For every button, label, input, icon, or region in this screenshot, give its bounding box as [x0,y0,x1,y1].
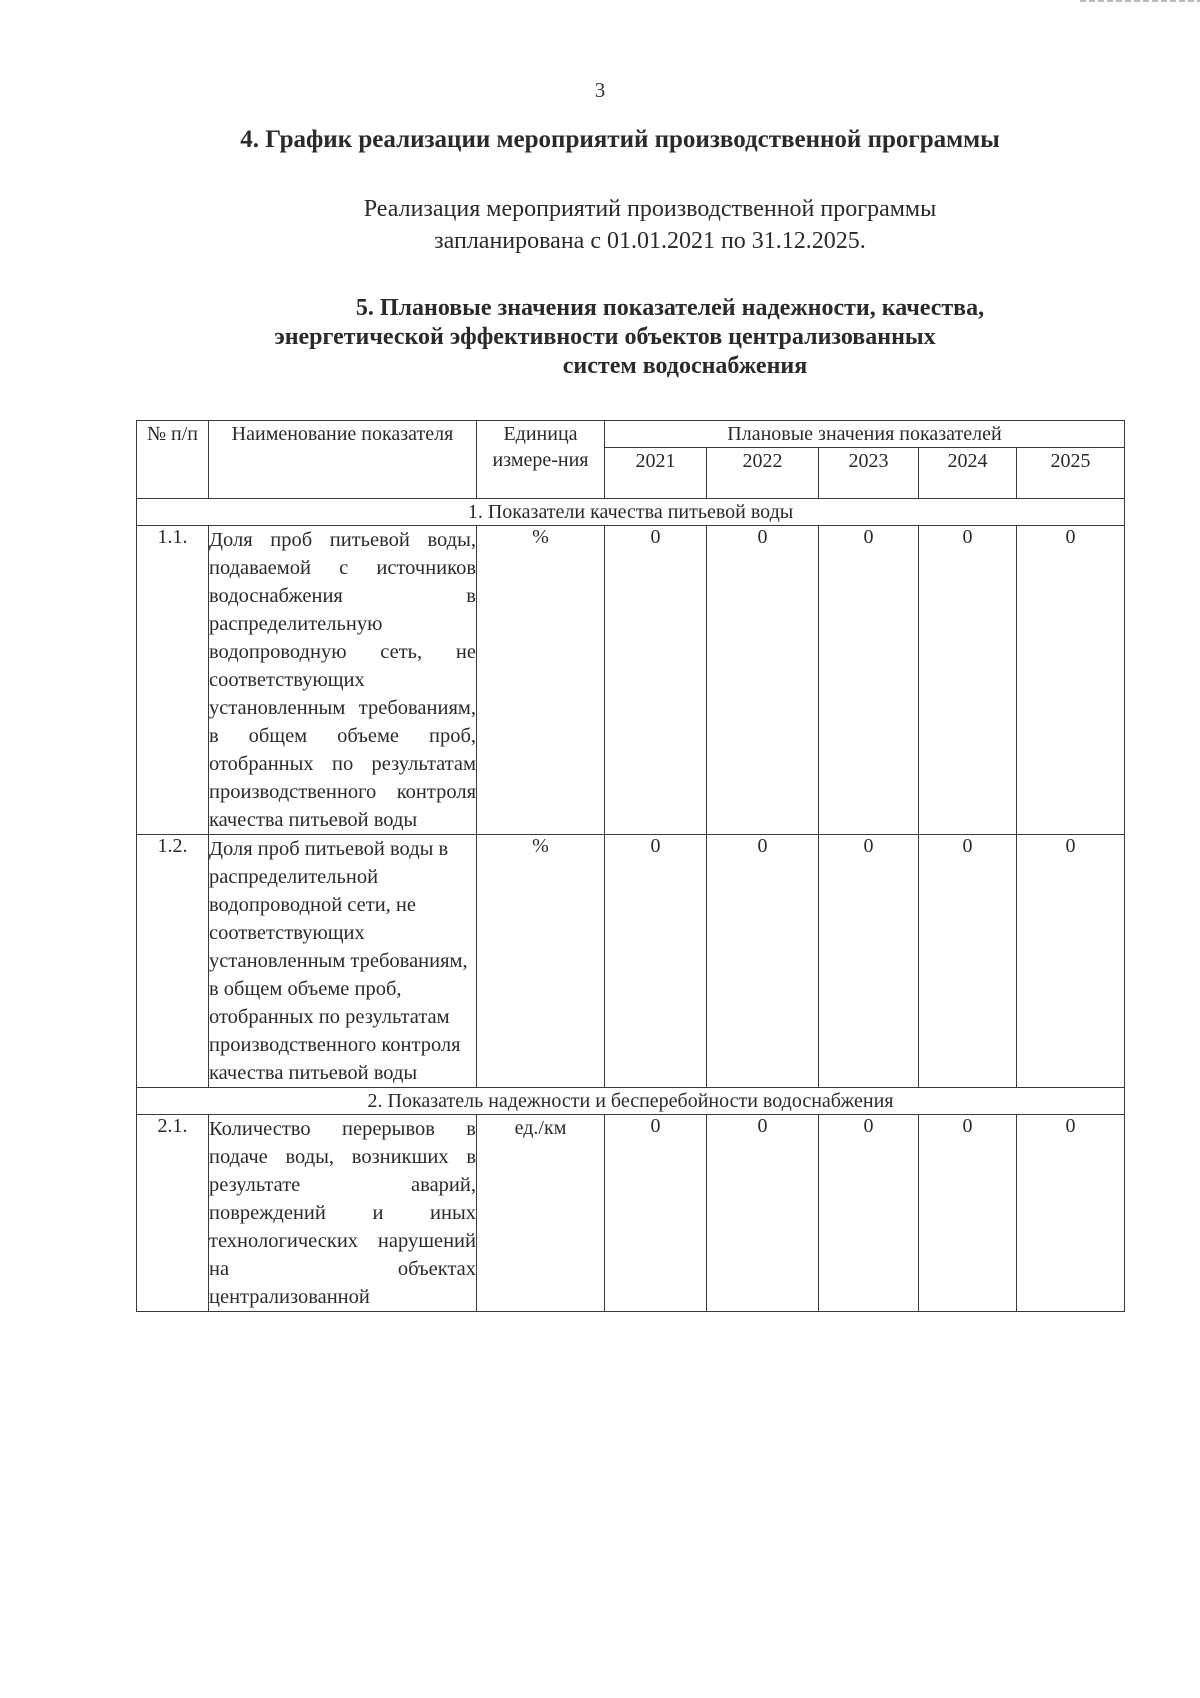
row-num: 1.1. [137,526,209,835]
row-value-2022: 0 [707,1115,819,1312]
section-2-title: 2. Показатель надежности и бесперебойности водоснабжения [137,1088,1125,1115]
section5-title-line3: систем водоснабжения [562,353,808,379]
row-value-2024: 0 [919,835,1017,1088]
header-year-2023: 2023 [819,448,919,499]
section4-text [150,193,1150,257]
row-value-2023: 0 [819,835,919,1088]
table-row [137,1115,1125,1312]
row-num: 1.2. [137,835,209,1088]
row-value-2023: 0 [819,526,919,835]
header-plan: Плановые значения показателей [605,421,1125,448]
row-unit: % [477,526,605,835]
header-year-2022: 2022 [707,448,819,499]
row-value-2022: 0 [707,835,819,1088]
row-value-2025: 0 [1017,1115,1125,1312]
header-year-2025: 2025 [1017,448,1125,499]
row-value-2021: 0 [605,835,707,1088]
row-value-2021: 0 [605,526,707,835]
row-name: Доля проб питьевой воды в распределительной водопроводной сети, не соответствующих установленным требованиям, в общем объеме проб, отобранных по результатам производственного контроля качества питьевой воды [209,835,477,1088]
row-value-2025: 0 [1017,835,1125,1088]
header-num: № п/п [137,421,209,499]
section5-title-line2: энергетической эффективности объектов централизованных [274,324,936,350]
header-name: Наименование показателя [209,421,477,499]
row-value-2024: 0 [919,1115,1017,1312]
row-unit: ед./км [477,1115,605,1312]
row-value-2024: 0 [919,526,1017,835]
row-value-2021: 0 [605,1115,707,1312]
row-value-2023: 0 [819,1115,919,1312]
row-num: 2.1. [137,1115,209,1312]
table-row [137,835,1125,1088]
row-value-2022: 0 [707,526,819,835]
row-name: Доля проб питьевой воды, подаваемой с источников водоснабжения в распределительную водопроводную сеть, не соответствующих установленным требованиям, в общем объеме проб, отобранных по результатам производственного контроля качества питьевой воды [209,526,477,835]
section5-title [140,294,1140,381]
section5-title-line1: 5. Плановые значения показателей надежности, качества, [355,295,985,321]
table-row [137,526,1125,835]
row-value-2025: 0 [1017,526,1125,835]
header-unit: Единица измере-ния [477,421,605,499]
row-name: Количество перерывов в подаче воды, возникших в результате аварий, повреждений и иных технологических нарушений на объектах централизованной [209,1115,477,1312]
indicators-table [136,420,1125,1312]
row-unit: % [477,835,605,1088]
section4-text-line1: Реализация мероприятий производственной программы [363,196,937,222]
section4-text-line2: запланирована с 01.01.2021 по 31.12.2025. [434,228,866,254]
header-year-2021: 2021 [605,448,707,499]
page-number: 3 [594,78,606,102]
header-year-2024: 2024 [919,448,1017,499]
section-1-title: 1. Показатели качества питьевой воды [137,499,1125,526]
section4-title: 4. График реализации мероприятий производственной программы [240,126,1000,153]
scan-edge-mark [1080,0,1200,2]
